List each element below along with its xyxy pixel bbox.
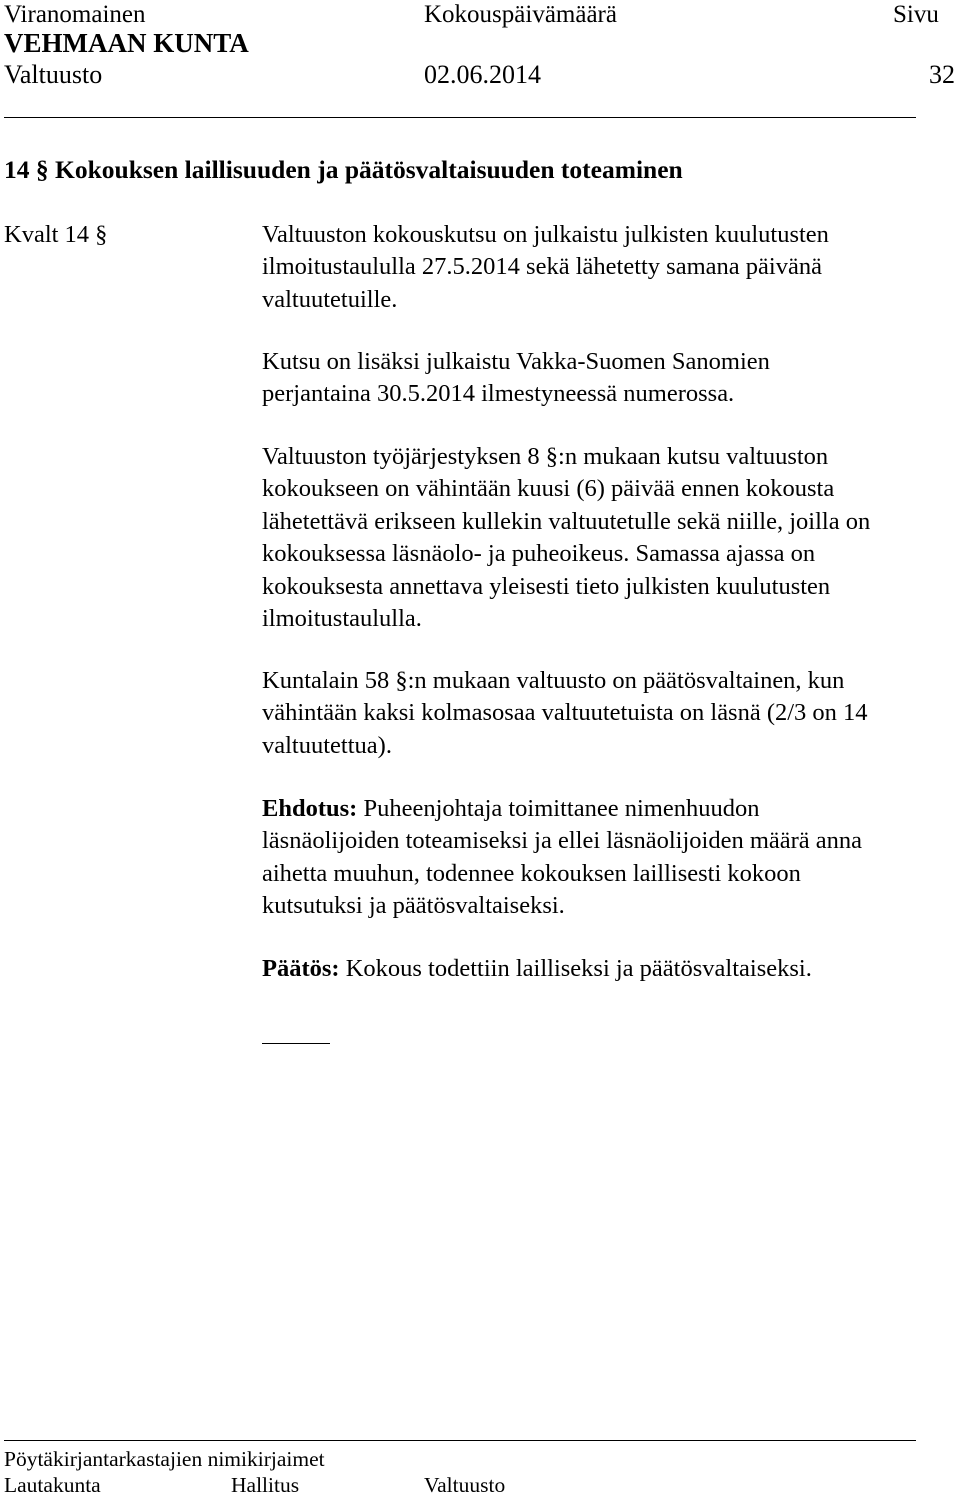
proposal-text: Puheenjohtaja toimittanee nimenhuudon (357, 795, 760, 822)
text-line: aihetta muuhun, todennee kokouksen laillisesti kokoon (262, 859, 801, 887)
header-rule (4, 117, 916, 118)
proposal-label: Ehdotus: (262, 795, 358, 822)
paragraph-quorum (262, 665, 952, 762)
text-line: ilmoitustaululla 27.5.2014 sekä lähetetty samana päivänä (262, 253, 822, 281)
paragraph-invitation (262, 219, 952, 316)
text-line: lähetettävä erikseen kullekin valtuutetulle sekä niille, joilla on (262, 507, 871, 535)
header-page-number: 32 (929, 60, 955, 89)
text-line: vähintään kaksi kolmasosaa valtuutetuista on läsnä (2/3 on 14 (262, 699, 868, 727)
text-line: perjantaina 30.5.2014 ilmestyneessä numerossa. (262, 380, 735, 408)
text-line: kutsutuksi ja päätösvaltaiseksi. (262, 892, 565, 920)
text-line: Kuntalain 58 §:n mukaan valtuusto on päätösvaltainen, kun (262, 667, 845, 694)
text-line: Valtuuston työjärjestyksen 8 §:n mukaan kutsu valtuuston (262, 443, 829, 470)
header-col3-label: Sivu (893, 1, 939, 28)
text-line: kokouksessa läsnäolo- ja puheoikeus. Samassa ajassa on (262, 540, 816, 568)
text-line (262, 793, 952, 825)
section-reference: Kvalt 14 § (4, 221, 108, 248)
text-line: valtuutetuille. (262, 285, 398, 313)
text-line: kokoukseen on vähintään kuusi (6) päivää ennen kokousta (262, 475, 835, 503)
text-line: ilmoitustaululla. (262, 605, 422, 633)
footer-col2: Hallitus (231, 1473, 300, 1497)
text-line: Kutsu on lisäksi julkaistu Vakka-Suomen Sanomien (262, 348, 770, 375)
text-line (262, 953, 952, 985)
footer-col3: Valtuusto (424, 1473, 506, 1497)
footer-col1: Lautakunta (4, 1473, 101, 1497)
paragraph-proposal (262, 793, 952, 923)
text-line: Valtuuston kokouskutsu on julkaistu julkisten kuulutusten (262, 221, 829, 248)
paragraph-newspaper (262, 346, 952, 411)
text-line: valtuutettua). (262, 731, 392, 759)
text-line: kokouksesta annettava yleisesti tieto julkisten kuulutusten (262, 572, 831, 600)
decision-text: Kokous todettiin lailliseksi ja päätösvaltaiseksi. (339, 955, 812, 982)
header-col1-label: Viranomainen (4, 1, 146, 28)
decision-label: Päätös: (262, 955, 340, 982)
footer-rule (4, 1440, 916, 1441)
section-title: 14 § Kokouksen laillisuuden ja päätösvaltaisuuden toteaminen (4, 155, 683, 184)
section-end-rule (262, 1043, 330, 1044)
header-col2-label: Kokouspäivämäärä (424, 1, 617, 28)
header-body: Valtuusto (4, 60, 103, 89)
header-date: 02.06.2014 (424, 60, 541, 89)
organization-name: VEHMAAN KUNTA (4, 28, 249, 58)
paragraph-decision (262, 953, 952, 985)
paragraph-rules (262, 441, 952, 635)
footer-initials-label: Pöytäkirjantarkastajien nimikirjaimet (4, 1447, 325, 1471)
text-line: läsnäolijoiden toteamiseksi ja ellei läsnäolijoiden määrä anna (262, 827, 863, 855)
